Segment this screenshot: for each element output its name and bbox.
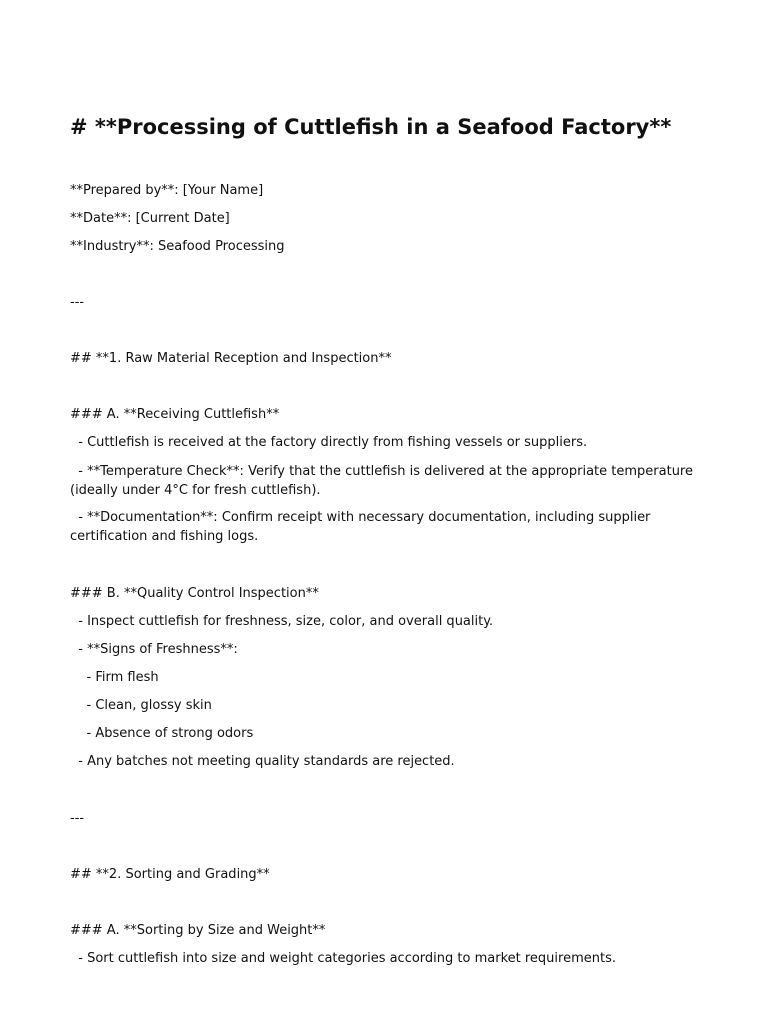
list-item: - **Documentation**: Confirm receipt with necessary documentation, including supplier certification and fishing logs. — [70, 510, 655, 544]
meta-date: **Date**: [Current Date] — [70, 211, 230, 226]
subsection-heading-2a: ### A. **Sorting by Size and Weight** — [70, 923, 326, 938]
list-item: - Any batches not meeting quality standards are rejected. — [70, 754, 455, 769]
list-item: - Sort cuttlefish into size and weight categories according to market requirements. — [70, 951, 616, 966]
list-item: - Inspect cuttlefish for freshness, size, color, and overall quality. — [70, 614, 494, 629]
section-heading-2: ## **2. Sorting and Grading** — [70, 867, 270, 882]
meta-prepared-by: **Prepared by**: [Your Name] — [70, 183, 264, 198]
list-item: - Firm flesh — [70, 670, 159, 685]
list-item: - Absence of strong odors — [70, 726, 254, 741]
list-item: - Cuttlefish is received at the factory directly from fishing vessels or suppliers. — [70, 435, 588, 450]
list-item: - **Temperature Check**: Verify that the cuttlefish is delivered at the appropriate temperature (ideally under 4°C for fresh cuttlefish). — [70, 464, 698, 498]
subsection-heading-1a: ### A. **Receiving Cuttlefish** — [70, 407, 280, 422]
document-title: # **Processing of Cuttlefish in a Seafood Factory** — [70, 115, 672, 139]
list-item: - **Signs of Freshness**: — [70, 642, 238, 657]
list-item: - Clean, glossy skin — [70, 698, 212, 713]
separator: --- — [70, 811, 85, 826]
meta-industry: **Industry**: Seafood Processing — [70, 239, 285, 254]
section-heading-1: ## **1. Raw Material Reception and Inspection** — [70, 351, 392, 366]
subsection-heading-1b: ### B. **Quality Control Inspection** — [70, 586, 319, 601]
separator: --- — [70, 295, 85, 310]
